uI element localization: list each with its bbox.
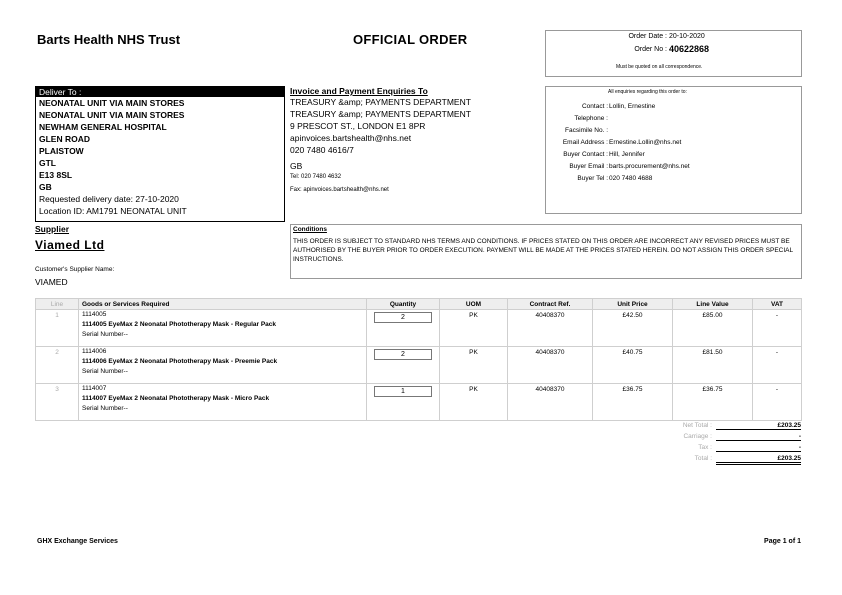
col-header-line-value: Line Value — [673, 299, 753, 310]
requested-delivery-date: Requested delivery date: 27-10-2020 — [39, 194, 179, 204]
email-label: Email Address : — [562, 139, 608, 146]
buyer-email-label: Buyer Email : — [569, 163, 608, 170]
buyer-tel-value: 020 7480 4688 — [609, 175, 653, 182]
order-date-label: Order Date : — [628, 33, 667, 40]
supplier-heading: Supplier — [35, 224, 70, 234]
supplier-name: Viamed Ltd — [35, 238, 105, 252]
buyer-tel-label: Buyer Tel : — [577, 175, 608, 182]
trust-name: Barts Health NHS Trust — [37, 32, 181, 47]
line-value: £85.00 — [673, 310, 753, 347]
item-code: 1114006 — [82, 348, 107, 355]
invoice-phone: 020 7480 4616/7 — [290, 145, 354, 155]
goods-cell — [79, 347, 367, 384]
contact-value: Lollin, Ernestine — [609, 103, 656, 110]
uom: PK — [440, 310, 508, 347]
deliver-line: PLAISTOW — [39, 146, 84, 156]
deliver-line: NEONATAL UNIT VIA MAIN STORES — [39, 110, 185, 120]
item-serial: Serial Number-- — [82, 368, 128, 375]
invoice-line: TREASURY &amp; PAYMENTS DEPARTMENT — [290, 97, 471, 107]
goods-cell — [79, 310, 367, 347]
item-code: 1114007 — [82, 385, 107, 392]
unit-price: £36.75 — [593, 384, 673, 421]
item-serial: Serial Number-- — [82, 331, 128, 338]
telephone-label: Telephone : — [574, 115, 608, 122]
item-serial: Serial Number-- — [82, 405, 128, 412]
invoice-line: TREASURY &amp; PAYMENTS DEPARTMENT — [290, 109, 471, 119]
location-id: Location ID: AM1791 NEONATAL UNIT — [39, 206, 187, 216]
conditions-box — [290, 224, 802, 279]
conditions-text: THIS ORDER IS SUBJECT TO STANDARD NHS TERMS AND CONDITIONS. IF PRICES STATED ON THIS ORDER ARE INCORRECT ANY REVISED PRICES MUST BE AUTHORISED BY THE BUYER PRIOR TO ORDER EXECUTION. PAYMENT WILL BE MADE AT THE PRICES STATED HEREIN. DO NOT ASSIGN THIS ORDER SPECIAL INSTRUCTIONS. — [293, 238, 793, 263]
buyer-contact-label: Buyer Contact : — [563, 151, 608, 158]
col-header-goods: Goods or Services Required — [79, 299, 367, 310]
col-header-quantity: Quantity — [367, 299, 440, 310]
deliver-line: GB — [39, 182, 52, 192]
line-number: 1 — [36, 310, 79, 347]
invoice-title: Invoice and Payment Enquiries To — [290, 86, 428, 96]
contact-label: Contact : — [581, 103, 608, 110]
item-code: 1114005 — [82, 311, 107, 318]
contact-box — [545, 86, 802, 214]
uom: PK — [440, 347, 508, 384]
conditions-heading: Conditions — [293, 226, 327, 233]
tax-value: - — [716, 444, 801, 452]
total-value: £203.25 — [716, 455, 801, 465]
quantity-field: 2 — [374, 312, 432, 323]
page-number: Page 1 of 1 — [764, 538, 801, 545]
col-header-line: Line — [36, 299, 79, 310]
contract-ref: 40408370 — [508, 310, 593, 347]
quantity-cell — [367, 384, 440, 421]
contract-ref: 40408370 — [508, 347, 593, 384]
total-label: Total : — [694, 455, 712, 462]
quantity-field: 2 — [374, 349, 432, 360]
vat: - — [753, 347, 802, 384]
facsimile-label: Facsimile No. : — [565, 127, 608, 134]
invoice-country: GB — [290, 161, 303, 171]
carriage-value: - — [716, 433, 801, 441]
col-header-contract-ref: Contract Ref. — [508, 299, 593, 310]
quantity-cell — [367, 347, 440, 384]
tax-label: Tax : — [698, 444, 712, 451]
line-value: £36.75 — [673, 384, 753, 421]
deliver-to-title: Deliver To : — [36, 87, 284, 97]
deliver-line: NEWHAM GENERAL HOSPITAL — [39, 122, 167, 132]
quantity-cell — [367, 310, 440, 347]
deliver-line: NEONATAL UNIT VIA MAIN STORES — [39, 98, 185, 108]
invoice-line: 9 PRESCOT ST., LONDON E1 8PR — [290, 121, 426, 131]
document-title: OFFICIAL ORDER — [353, 32, 468, 47]
customer-supplier-name-label: Customer's Supplier Name: — [35, 266, 115, 273]
item-description: 1114005 EyeMax 2 Neonatal Phototherapy Mask - Regular Pack — [82, 321, 277, 328]
line-number: 3 — [36, 384, 79, 421]
order-info-box — [545, 30, 802, 77]
item-description: 1114007 EyeMax 2 Neonatal Phototherapy Mask - Micro Pack — [82, 395, 270, 402]
invoice-tel: Tel: 020 7480 4632 — [290, 174, 342, 180]
unit-price: £40.75 — [593, 347, 673, 384]
order-note: Must be quoted on all correspondence. — [616, 64, 703, 70]
col-header-uom: UOM — [440, 299, 508, 310]
line-value: £81.50 — [673, 347, 753, 384]
net-total-label: Net Total : — [682, 422, 712, 429]
deliver-line: GTL — [39, 158, 56, 168]
order-lines-table — [35, 298, 802, 421]
footer-provider: GHX Exchange Services — [37, 538, 118, 545]
order-number: 40622868 — [669, 44, 710, 54]
line-number: 2 — [36, 347, 79, 384]
contact-header: All enquiries regarding this order to: — [608, 89, 687, 95]
net-total-value: £203.25 — [716, 422, 801, 430]
table-row — [36, 310, 802, 347]
quantity-field: 1 — [374, 386, 432, 397]
table-header-row — [36, 299, 802, 310]
vat: - — [753, 384, 802, 421]
contract-ref: 40408370 — [508, 384, 593, 421]
customer-supplier-name: VIAMED — [35, 277, 68, 287]
unit-price: £42.50 — [593, 310, 673, 347]
carriage-label: Carriage : — [683, 433, 712, 440]
invoice-fax: Fax: apinvoices.bartshealth@nhs.net — [290, 187, 389, 193]
order-date: 20-10-2020 — [669, 33, 705, 40]
invoice-email: apinvoices.bartshealth@nhs.net — [290, 133, 412, 143]
email-value: Ernestine.Lollin@nhs.net — [609, 139, 682, 146]
deliver-line: GLEN ROAD — [39, 134, 90, 144]
deliver-to-box — [35, 86, 285, 222]
uom: PK — [440, 384, 508, 421]
buyer-contact-value: Hill, Jennifer — [609, 151, 645, 158]
col-header-unit-price: Unit Price — [593, 299, 673, 310]
col-header-vat: VAT — [753, 299, 802, 310]
invoice-enquiries-block — [290, 86, 540, 196]
table-row — [36, 384, 802, 421]
order-no-label: Order No : — [634, 46, 667, 53]
buyer-email-value: barts.procurement@nhs.net — [609, 163, 690, 170]
table-row — [36, 347, 802, 384]
vat: - — [753, 310, 802, 347]
deliver-line: E13 8SL — [39, 170, 73, 180]
goods-cell — [79, 384, 367, 421]
item-description: 1114006 EyeMax 2 Neonatal Phototherapy Mask - Preemie Pack — [82, 358, 278, 365]
